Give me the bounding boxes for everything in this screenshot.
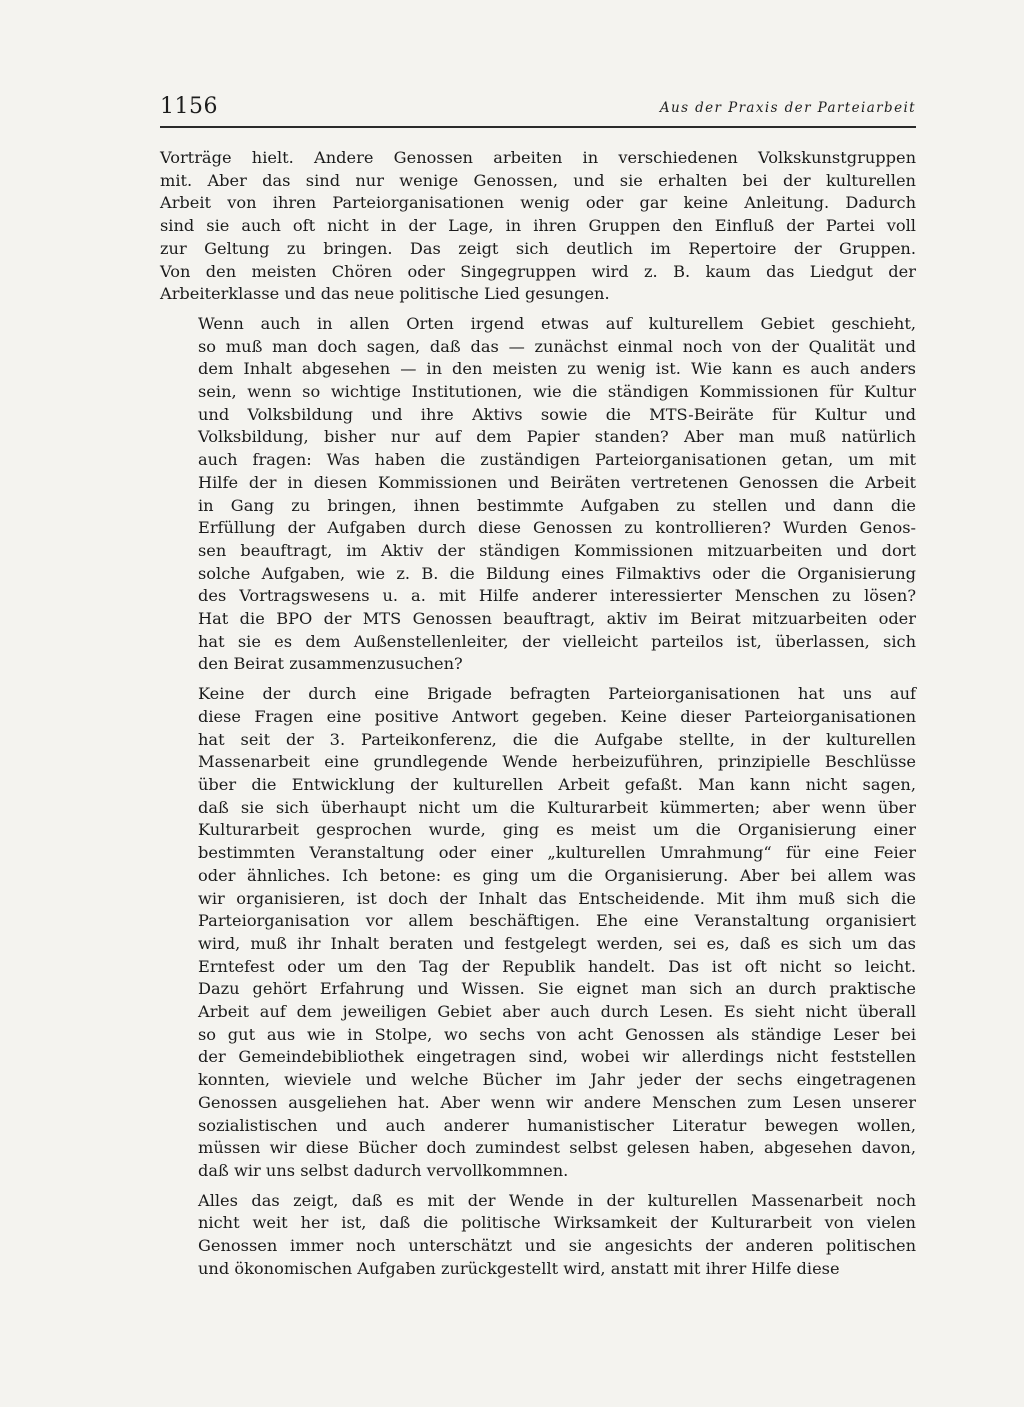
text-line: Von den meisten Chören oder Singegruppen wird z. B. kaum das Liedgut der xyxy=(160,261,916,281)
text-line: Hat die BPO der MTS Genossen beauftragt, aktiv im Beirat mitzuarbeiten oder xyxy=(198,609,916,629)
page-number: 1156 xyxy=(160,94,218,119)
text-line: diese Fragen eine positive Antwort gegeben. Keine dieser Parteiorganisationen xyxy=(198,706,916,726)
text-line: dem Inhalt abgesehen — in den meisten zu wenig ist. Wie kann es auch anders xyxy=(198,359,916,379)
text-line: des Vortragswesens u. a. mit Hilfe anderer interessierter Menschen zu lösen? xyxy=(198,586,916,606)
text-line: den Beirat zusammenzusuchen? xyxy=(198,654,463,674)
text-line: bestimmten Veranstaltung oder einer „kulturellen Umrahmung“ für eine Feier xyxy=(198,843,916,863)
text-line: über die Entwicklung der kulturellen Arbeit gefaßt. Man kann nicht sagen, xyxy=(198,774,916,794)
text-line: so gut aus wie in Stolpe, wo sechs von acht Genossen als ständige Leser bei xyxy=(198,1024,916,1044)
text-line: sozialistischen und auch anderer humanistischer Literatur bewegen wollen, xyxy=(198,1115,916,1135)
text-line: nicht weit her ist, daß die politische Wirksamkeit der Kulturarbeit von vielen xyxy=(198,1213,916,1233)
text-line: Arbeit auf dem jeweiligen Gebiet aber auch durch Lesen. Es sieht nicht überall xyxy=(198,1002,916,1022)
text-line: Parteiorganisation vor allem beschäftigen. Ehe eine Veranstaltung organisiert xyxy=(198,911,916,931)
text-line: Alles das zeigt, daß es mit der Wende in der kulturellen Massenarbeit noch xyxy=(198,1190,916,1210)
text-line: mit. Aber das sind nur wenige Genossen, und sie erhalten bei der kulturellen xyxy=(160,170,916,190)
text-line: Arbeit von ihren Parteiorganisationen wenig oder gar keine Anleitung. Dadurch xyxy=(160,193,916,213)
text-line: daß wir uns selbst dadurch vervollkommnen. xyxy=(198,1160,569,1180)
text-line: daß sie sich überhaupt nicht um die Kulturarbeit kümmerten; aber wenn über xyxy=(198,797,916,817)
text-line: sind sie auch oft nicht in der Lage, in ihren Gruppen den Einfluß der Partei voll xyxy=(160,216,916,236)
text-line: Erntefest oder um den Tag der Republik handelt. Das ist oft nicht so leicht. xyxy=(198,956,916,976)
text-line: zur Geltung zu bringen. Das zeigt sich deutlich im Repertoire der Gruppen. xyxy=(160,238,916,258)
text-line: konnten, wieviele und welche Bücher im Jahr jeder der sechs eingetragenen xyxy=(198,1070,916,1090)
text-line: der Gemeindebibliothek eingetragen sind, wobei wir allerdings nicht feststellen xyxy=(198,1047,916,1067)
text-line: wir organisieren, ist doch der Inhalt das Entscheidende. Mit ihm muß sich die xyxy=(198,888,916,908)
text-line: oder ähnliches. Ich betone: es ging um die Organisierung. Aber bei allem was xyxy=(198,865,916,885)
paragraph xyxy=(160,313,916,676)
text-line: Wenn auch in allen Orten irgend etwas auf kulturellem Gebiet geschieht, xyxy=(198,313,916,333)
text-line: Massenarbeit eine grundlegende Wende herbeizuführen, prinzipielle Beschlüsse xyxy=(198,752,916,772)
text-line: Hilfe der in diesen Kommissionen und Beiräten vertretenen Genossen die Arbeit xyxy=(198,472,916,492)
text-line: Volksbildung, bisher nur auf dem Papier standen? Aber man muß natürlich xyxy=(198,427,916,447)
text-line: sen beauftragt, im Aktiv der ständigen Kommissionen mitzuarbeiten und dort xyxy=(198,540,916,560)
text-line: solche Aufgaben, wie z. B. die Bildung eines Filmaktivs oder die Organisierung xyxy=(198,563,916,583)
text-line: Dazu gehört Erfahrung und Wissen. Sie eignet man sich an durch praktische xyxy=(198,979,916,999)
text-line: Arbeiterklasse und das neue politische Lied gesungen. xyxy=(160,284,610,304)
text-line: in Gang zu bringen, ihnen bestimmte Aufgaben zu stellen und dann die xyxy=(198,495,916,515)
text-line: auch fragen: Was haben die zuständigen Parteiorganisationen getan, um mit xyxy=(198,450,916,470)
text-line: Vorträge hielt. Andere Genossen arbeiten in verschiedenen Volkskunstgruppen xyxy=(160,148,916,167)
text-line: sein, wenn so wichtige Institutionen, wie die ständigen Kommissionen für Kultur xyxy=(198,382,916,402)
text-line: Genossen ausgeliehen hat. Aber wenn wir andere Menschen zum Lesen unserer xyxy=(198,1092,916,1112)
text-line: und Volksbildung und ihre Aktivs sowie die MTS-Beiräte für Kultur und xyxy=(198,404,916,424)
paragraph xyxy=(160,683,916,1182)
text-line: und ökonomischen Aufgaben zurückgestellt wird, anstatt mit ihrer Hilfe diese xyxy=(198,1258,840,1278)
paragraph xyxy=(160,147,916,306)
text-line: Kulturarbeit gesprochen wurde, ging es meist um die Organisierung einer xyxy=(198,820,916,840)
text-line: hat seit der 3. Parteikonferenz, die die Aufgabe stellte, in der kulturellen xyxy=(198,729,916,749)
text-line: Genossen immer noch unterschätzt und sie angesichts der anderen politischen xyxy=(198,1236,916,1256)
text-line: müssen wir diese Bücher doch zumindest selbst gelesen haben, abgesehen davon, xyxy=(198,1138,916,1158)
text-line: hat sie es dem Außenstellenleiter, der vielleicht parteilos ist, überlassen, sich xyxy=(198,631,916,651)
body-text xyxy=(160,147,916,1287)
text-line: Erfüllung der Aufgaben durch diese Genossen zu kontrollieren? Wurden Genos- xyxy=(198,518,916,538)
text-line: so muß man doch sagen, daß das — zunächst einmal noch von der Qualität und xyxy=(198,336,916,356)
section-title: Aus der Praxis der Parteiarbeit xyxy=(659,100,916,116)
text-line: wird, muß ihr Inhalt beraten und festgelegt werden, sei es, daß es sich um das xyxy=(198,933,916,953)
running-head xyxy=(160,90,916,128)
paragraph xyxy=(160,1190,916,1281)
text-line: Keine der durch eine Brigade befragten Parteiorganisationen hat uns auf xyxy=(198,684,916,704)
